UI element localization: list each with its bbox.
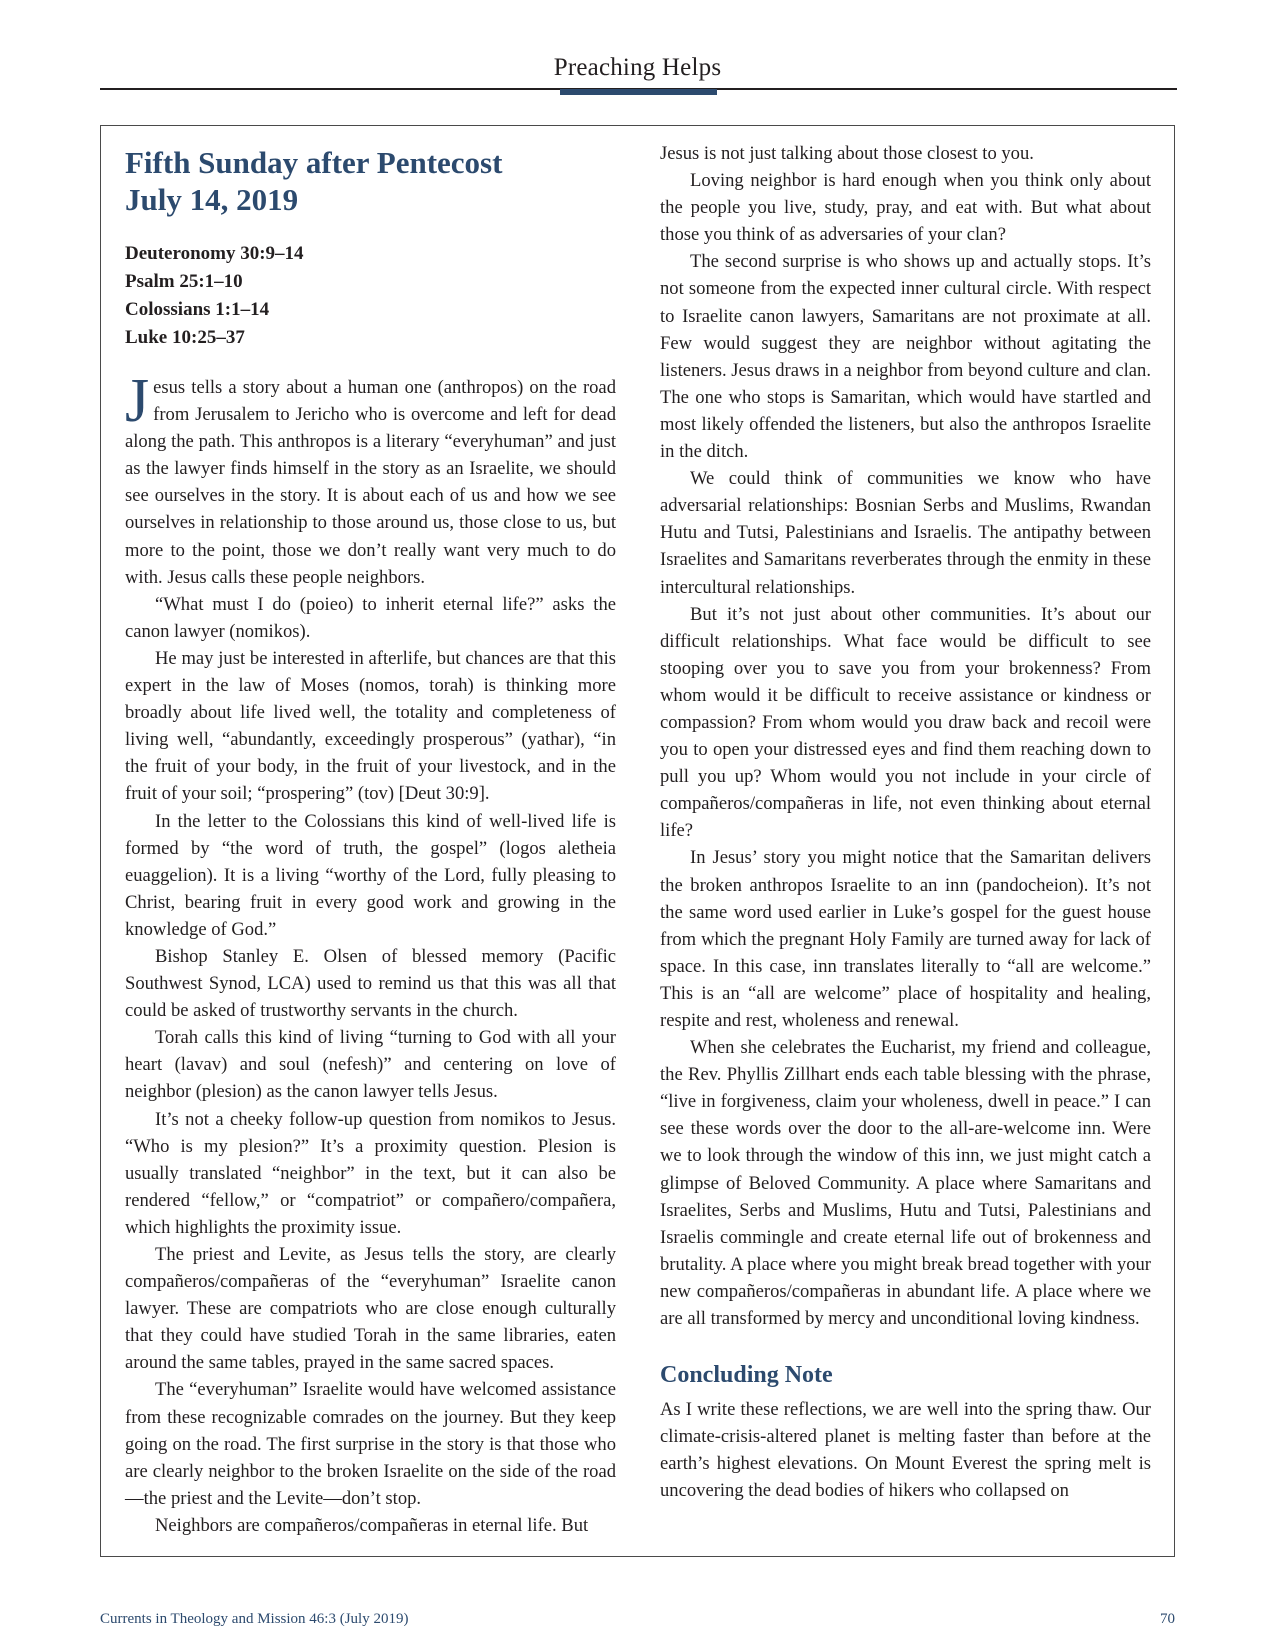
- reading-item: Psalm 25:1–10: [125, 271, 243, 292]
- body-paragraph: The second surprise is who shows up and actually stops. It’s not someone from the expected inner cultural circle. With respect to Israelite canon lawyers, Samaritans are not proximate at all. Few would suggest they are neighbor without agitating the listeners. Jesus draws in a neighbor from beyond culture and clan. The one who stops is Samaritan, which would have startled and most likely offended the listeners, but also the anthropos Israelite in the ditch.: [660, 251, 1151, 463]
- body-paragraph: [125, 367, 616, 591]
- body-paragraph: It’s not a cheeky follow-up question from nomikos to Jesus. “Who is my plesion?” It’s a proximity question. Plesion is usually translated “neighbor” in the text, but it can also be rendered “fellow,” or “compatriot” or compañero/compañera, which highlights the proximity issue.: [125, 1108, 616, 1238]
- running-header: Preaching Helps: [553, 54, 722, 81]
- body-paragraph: When she celebrates the Eucharist, my friend and colleague, the Rev. Phyllis Zillhart ends each table blessing with the phrase, “live in forgiveness, claim your wholeness, dwell in peace.” I can see these words over the door to the all-are-welcome inn. Were we to look through the window of this inn, we just might catch a glimpse of Beloved Community. A place where Samaritans and Israelites, Serbs and Muslims, Hutu and Tutsi, Palestinians and Israelis commingle and create eternal life out of brokenness and brutality. A place where you might break bread together with your new compañeros/compañeras in abundant life. A place where we are all transformed by mercy and unconditional loving kindness.: [660, 1037, 1151, 1330]
- body-paragraph: “What must I do (poieo) to inherit eternal life?” asks the canon lawyer (nomikos).: [125, 593, 616, 642]
- body-paragraph: He may just be interested in afterlife, but chances are that this expert in the law of Moses (nomos, torah) is thinking more broadly about life lived well, the totality and completeness of living well, “abundantly, exceedingly prosperous” (yathar), “in the fruit of your body, in the fruit of your livestock, and in the fruit of your soil; “prospering” (tov) [Deut 30:9].: [125, 647, 616, 805]
- reading-item: Luke 10:25–37: [125, 327, 245, 348]
- body-paragraph: Jesus is not just talking about those closest to you.: [660, 143, 1034, 164]
- body-paragraph: In the letter to the Colossians this kind of well-lived life is formed by “the word of truth, the gospel” (logos aletheia euaggelion). It is a living “worthy of the Lord, fully pleasing to Christ, bearing fruit in every good work and growing in the knowledge of God.”: [125, 810, 616, 940]
- title-line-2: July 14, 2019: [125, 182, 299, 217]
- drop-cap: J: [125, 367, 150, 435]
- body-paragraph: But it’s not just about other communities. It’s about our difficult relationships. What face would be difficult to see stooping over you to save you from your brokenness? From whom would it be difficult to receive assistance or kindness or compassion? From whom would you draw back and recoil were you to open your distressed eyes and find them reaching down to pull you up? Whom would you not include in your circle of compañeros/compañeras in life, not even thinking about eternal life?: [660, 603, 1151, 842]
- body-paragraph: Neighbors are compañeros/compañeras in eternal life. But: [155, 1514, 589, 1536]
- footer-journal: Currents in Theology and Mission 46:3 (July 2019): [100, 1611, 409, 1627]
- title-line-1: Fifth Sunday after Pentecost: [125, 145, 503, 180]
- concluding-note-heading: Concluding Note: [660, 1362, 833, 1389]
- body-paragraph: The “everyhuman” Israelite would have welcomed assistance from these recognizable comrades on the journey. But they keep going on the road. The first surprise in the story is that those who are clearly neighbor to the broken Israelite on the side of the road—the priest and the Levite—don’t stop.: [125, 1379, 616, 1509]
- body-paragraph: In Jesus’ story you might notice that the Samaritan delivers the broken anthropos Israelite to an inn (pandocheion). It’s not the same word used earlier in Luke’s gospel for the guest house from which the pregnant Holy Family are turned away for lack of space. In this case, inn translates literally to “all are welcome.” This is an “all are welcome” place of hospitality and healing, respite and rest, wholeness and renewal.: [660, 847, 1151, 1031]
- paragraph-text: esus tells a story about a human one (anthropos) on the road from Jerusalem to Jericho who is overcome and left for dead along the path. This anthropos is a literary “everyhuman” and just as the lawyer finds himself in the story as an Israelite, we should see ourselves in the story. It is about each of us and how we see ourselves in relationship to those around us, those close to us, but more to the point, those we don’t really want very much to do with. Jesus calls these people neighbors.: [125, 377, 616, 588]
- body-paragraph: The priest and Levite, as Jesus tells the story, are clearly compañeros/compañeras of the “everyhuman” Israelite canon lawyer. These are compatriots who are close enough culturally that they could have studied Torah in the same libraries, eaten around the same tables, prayed in the same sacred spaces.: [125, 1244, 616, 1374]
- body-paragraph: Torah calls this kind of living “turning to God with all your heart (lavav) and soul (nefesh)” and centering on love of neighbor (plesion) as the canon lawyer tells Jesus.: [125, 1027, 616, 1103]
- body-paragraph: We could think of communities we know who have adversarial relationships: Bosnian Serbs and Muslims, Rwandan Hutu and Tutsi, Palestinians and Israelis. The antipathy between Israelites and Samaritans reverberates through the enmity in these intercultural relationships.: [660, 468, 1151, 598]
- right-column: [660, 140, 1151, 1505]
- body-paragraph: Loving neighbor is hard enough when you think only about the people you live, study, pray, and eat with. But what about those you think of as adversaries of your clan?: [660, 170, 1151, 246]
- header-accent-bar: [560, 89, 717, 95]
- concluding-paragraph: As I write these reflections, we are well into the spring thaw. Our climate-crisis-altered planet is melting faster than before at the earth’s highest elevations. On Mount Everest the spring melt is uncovering the dead bodies of hikers who collapsed on: [660, 1399, 1151, 1502]
- footer-page-number: 70: [1160, 1611, 1175, 1627]
- readings-list: [125, 240, 616, 352]
- left-column: [125, 140, 616, 1539]
- article-title: [125, 144, 616, 218]
- reading-item: Colossians 1:1–14: [125, 299, 270, 320]
- reading-item: Deuteronomy 30:9–14: [125, 243, 304, 264]
- body-paragraph: Bishop Stanley E. Olsen of blessed memory (Pacific Southwest Synod, LCA) used to remind us that this was all that could be asked of trustworthy servants in the church.: [125, 945, 616, 1022]
